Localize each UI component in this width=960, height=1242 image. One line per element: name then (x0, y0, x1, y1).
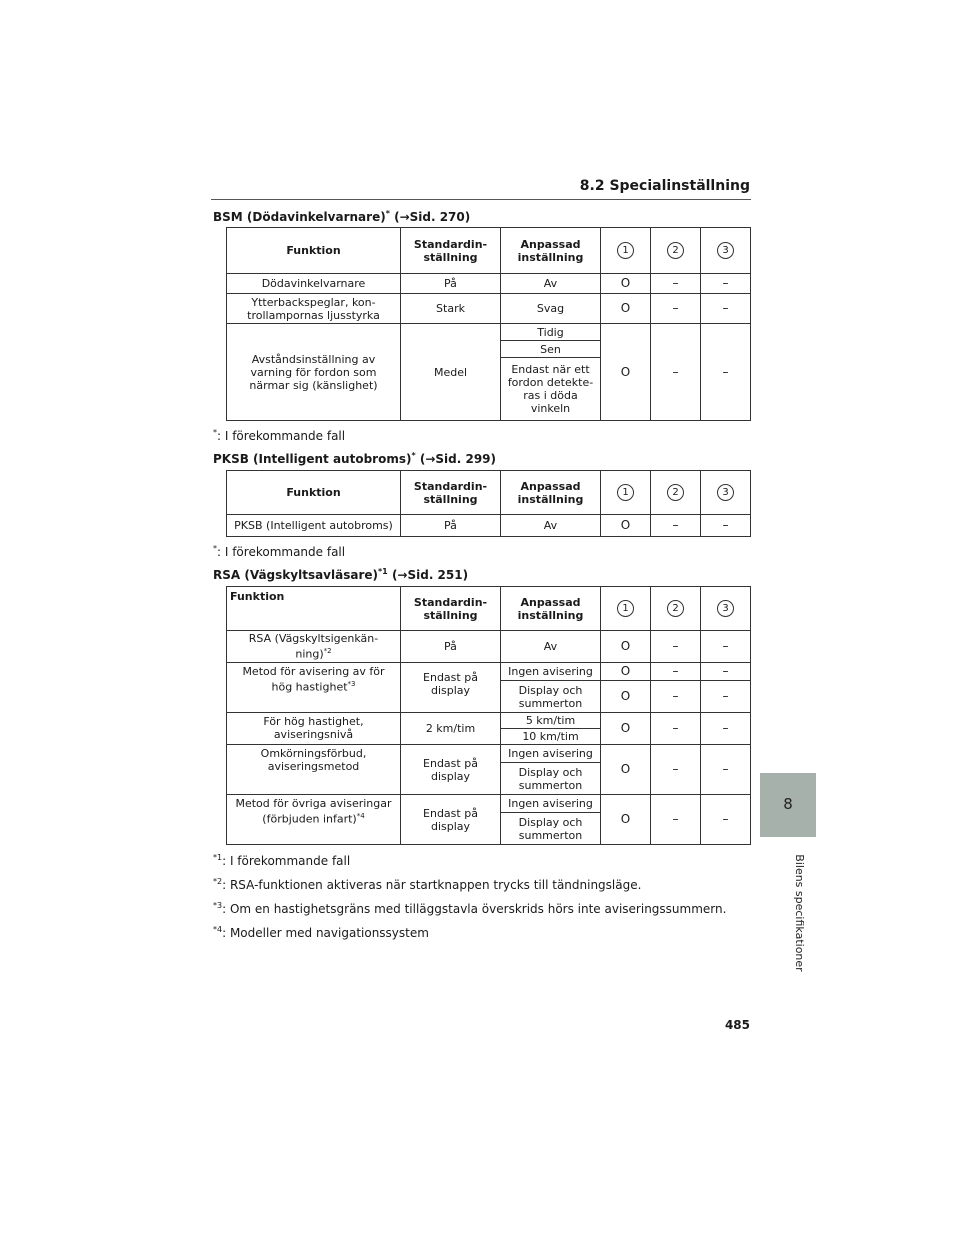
circled-2-icon: 2 (667, 242, 684, 259)
bsm-footnote: *: I förekommande fall (213, 428, 346, 443)
chapter-number: 8 (783, 795, 793, 813)
col-standard: Standardin- ställning (401, 228, 501, 274)
section-header: 8.2 Specialinställning (579, 178, 750, 194)
table-header-row (227, 587, 751, 631)
col-standard: Standardin- ställning (401, 587, 501, 631)
chapter-label: Bilens specifikationer (793, 854, 806, 972)
circled-1-icon: 1 (617, 600, 634, 617)
table-row: Metod för avisering av för hög hastighet$^{*3}$ Endast på display Ingen avisering O – – (227, 663, 751, 681)
col-1 (601, 471, 651, 515)
rsa-footnote-1: $^{*1}$: I förekommande fall (213, 853, 351, 868)
bsm-table (226, 227, 751, 421)
table-row: Display och summerton (227, 763, 751, 795)
col-function: Funktion (227, 228, 401, 274)
pksb-table (226, 470, 751, 537)
table-header-row (227, 471, 751, 515)
header-divider (211, 199, 751, 200)
circled-2-icon: 2 (667, 484, 684, 501)
pksb-footnote: *: I förekommande fall (213, 544, 346, 559)
table-row: För hög hastighet, aviseringsnivå 2 km/tim 5 km/tim O – – (227, 713, 751, 729)
rsa-title: RSA (Vägskyltsavläsare)$^{*1}$ (→Sid. 251) (213, 567, 469, 582)
col-3 (701, 228, 751, 274)
rsa-footnote-4: $^{*4}$: Modeller med navigationssystem (213, 925, 429, 940)
table-row: Display och summerton (227, 813, 751, 845)
col-custom: Anpassad inställning (501, 228, 601, 274)
col-function: Funktion (227, 471, 401, 515)
table-row: Endast när ett fordon detekte- ras i döda vinkeln (227, 358, 751, 421)
bsm-title: BSM (Dödavinkelvarnare)* (→Sid. 270) (213, 209, 471, 224)
col-2 (651, 228, 701, 274)
circled-3-icon: 3 (717, 484, 734, 501)
col-2 (651, 471, 701, 515)
col-custom: Anpassad inställning (501, 471, 601, 515)
col-custom: Anpassad inställning (501, 587, 601, 631)
col-1 (601, 587, 651, 631)
circled-1-icon: 1 (617, 484, 634, 501)
page-number: 485 (724, 1018, 750, 1032)
table-header-row (227, 228, 751, 274)
col-function: Funktion (227, 587, 401, 631)
table-row: PKSB (Intelligent autobroms) På Av O – – (227, 515, 751, 537)
table-row: 10 km/tim (227, 729, 751, 745)
table-row: Display och summerton O – – (227, 681, 751, 713)
col-3 (701, 471, 751, 515)
col-2 (651, 587, 701, 631)
table-row: Sen (227, 341, 751, 358)
rsa-footnote-2: $^{*2}$: RSA-funktionen aktiveras när startknappen trycks till tändningsläge. (213, 877, 642, 892)
table-row: Dödavinkelvarnare På Av O – – (227, 274, 751, 294)
table-row: RSA (Vägskyltsigenkän- ning)$^{*2}$ På Av O – – (227, 631, 751, 663)
table-row: Metod för övriga aviseringar (förbjuden infart)$^{*4}$ Endast på display Ingen avisering O – – (227, 795, 751, 813)
table-row: Omkörningsförbud, aviseringsmetod Endast på display Ingen avisering O – – (227, 745, 751, 763)
col-standard: Standardin- ställning (401, 471, 501, 515)
table-row: Avståndsinställning av varning för fordon som närmar sig (känslighet) Medel Tidig O – – (227, 324, 751, 341)
circled-2-icon: 2 (667, 600, 684, 617)
rsa-footnote-3: $^{*3}$: Om en hastighetsgräns med tilläggstavla överskrids hörs inte aviseringssummern. (213, 901, 727, 916)
pksb-title: PKSB (Intelligent autobroms)* (→Sid. 299) (213, 451, 496, 466)
circled-3-icon: 3 (717, 600, 734, 617)
circled-1-icon: 1 (617, 242, 634, 259)
table-row: Ytterbackspeglar, kon- trollampornas ljusstyrka Stark Svag O – – (227, 294, 751, 324)
circled-3-icon: 3 (717, 242, 734, 259)
col-1 (601, 228, 651, 274)
col-3 (701, 587, 751, 631)
rsa-table (226, 586, 751, 845)
